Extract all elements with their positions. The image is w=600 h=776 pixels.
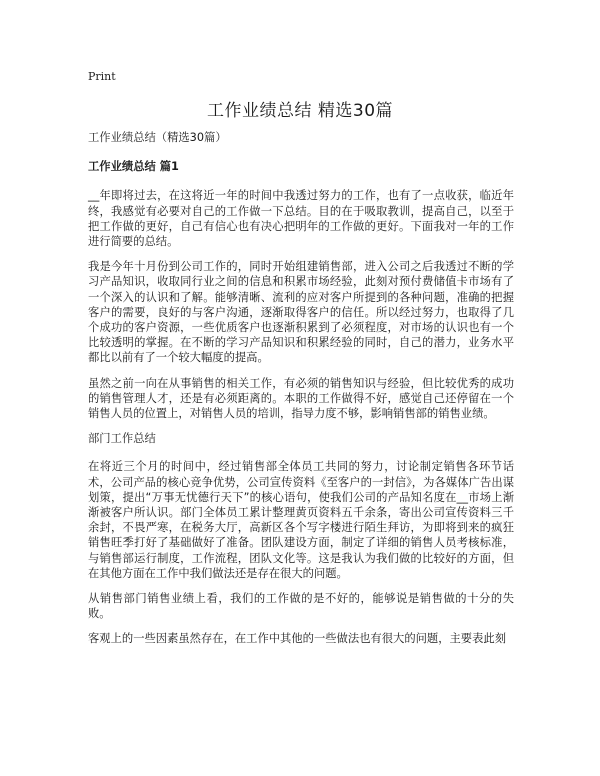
print-link[interactable]: Print — [88, 70, 116, 83]
document-subtitle: 工作业绩总结（精选30篇） — [88, 131, 227, 144]
section-heading: 工作业绩总结 篇1 — [88, 160, 179, 174]
paragraph: 我是今年十月份到公司工作的，同时开始组建销售部，进入公司之后我透过不断的学习产品知识，收取同行业之间的信息和积累市场经验，此刻对预付费储值卡市场有了一个深入的认识和了解。能够清晰、流利的应对客户所提到的各种问题，准确的把握客户的需要，良好的与客户沟通，逐渐取得客户的信任。所以经过努力，也取得了几个成功的客户资源，一些优质客户也逐渐积累到了必须程度，对市场的认识也有一个比较透明的掌握。在不断的学习产品知识和积累经验的同时，自己的潜力，业务水平都比以前有了一个较大幅度的提高。 — [88, 260, 514, 365]
document-body — [88, 130, 514, 657]
paragraph: 从销售部门销售业绩上看，我们的工作做的是不好的，能够说是销售做的十分的失败。 — [88, 592, 514, 621]
paragraph: 虽然之前一向在从事销售的相关工作，有必须的销售知识与经验，但比较优秀的成功的销售管理人才，还是有必须距离的。本职的工作做得不好，感觉自己还停留在一个销售人员的位置上，对销售人员的培训，指导力度不够，影响销售部的销售业绩。 — [88, 376, 514, 421]
document-title: 工作业绩总结 精选30篇 — [206, 101, 394, 121]
paragraph: __年即将过去，在这将近一年的时间中我透过努力的工作，也有了一点收获，临近年终，我感觉有必要对自己的工作做一下总结。目的在于吸取教训，提高自己，以至于把工作做的更好，自己有信心也有决心把明年的工作做的更好。下面我对一年的工作进行简要的总结。 — [88, 189, 514, 249]
section-heading: 部门工作总结 — [88, 432, 156, 446]
paragraph: 在将近三个月的时间中，经过销售部全体员工共同的努力，讨论制定销售各环节话术，公司产品的核心竞争优势，公司宣传资料《至客户的一封信》，为各媒体广告出谋划策，提出“万事无忧德行天下”的核心语句，使我们公司的产品知名度在__市场上渐渐被客户所认识。部门全体员工累计整理黄页资料五千余条，寄出公司宣传资料三千余封，不畏严寒，在税务大厅，高新区各个写字楼进行陌生拜访，为即将到来的疯狂销售旺季打好了基础做好了准备。团队建设方面，制定了详细的销售人员考核标准，与销售部运行制度，工作流程，团队文化等。这是我认为我们做的比较好的方面，但在其他方面在工作中我们做法还是存在很大的问题。 — [88, 460, 514, 580]
paragraph: 客观上的一些因素虽然存在，在工作中其他的一些做法也有很大的问题，主要表此刻 — [88, 632, 506, 646]
